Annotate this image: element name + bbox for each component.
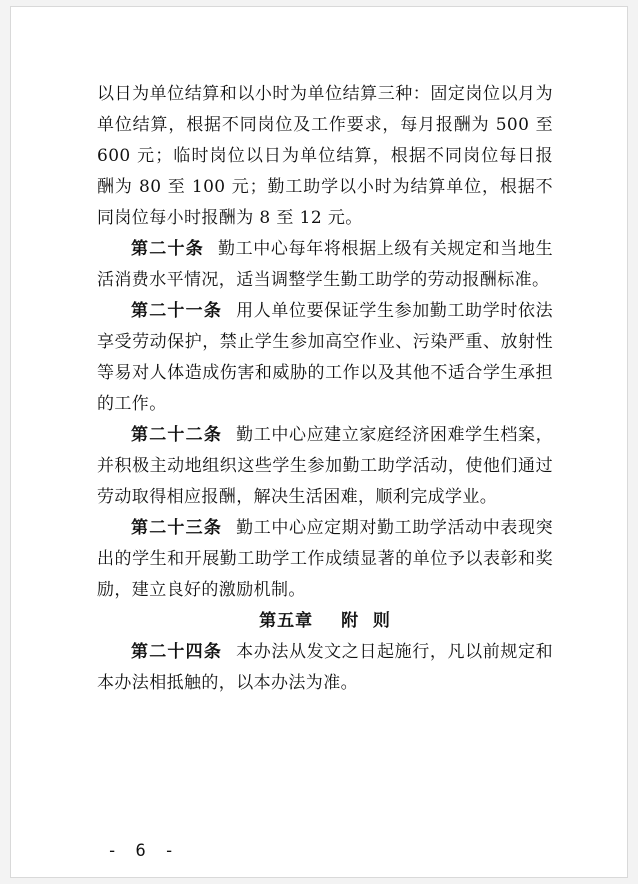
article-text: 用人单位要保证学生参加勤工助学时依法享受劳动保护，禁止学生参加高空作业、污染严重、放射性等易对人体造成伤害和威胁的工作以及其他不适合学生承担的工作。 bbox=[97, 301, 553, 414]
chapter-heading bbox=[97, 606, 553, 637]
article-21 bbox=[97, 296, 553, 420]
article-number: 第二十四条 bbox=[131, 642, 223, 662]
article-22 bbox=[97, 420, 553, 513]
chapter-number: 第五章 bbox=[259, 611, 314, 631]
article-text: 勤工中心每年将根据上级有关规定和当地生活消费水平情况，适当调整学生勤工助学的劳动报酬标准。 bbox=[97, 239, 553, 290]
article-number: 第二十一条 bbox=[131, 301, 223, 321]
article-number: 第二十三条 bbox=[131, 518, 223, 538]
article-text: 勤工中心应建立家庭经济困难学生档案，并积极主动地组织这些学生参加勤工助学活动，使他们通过劳动取得相应报酬，解决生活困难，顺利完成学业。 bbox=[97, 425, 553, 507]
article-text: 本办法从发文之日起施行，凡以前规定和本办法相抵触的，以本办法为准。 bbox=[97, 642, 553, 693]
article-number: 第二十条 bbox=[131, 239, 204, 259]
article-text: 勤工中心应定期对勤工助学活动中表现突出的学生和开展勤工助学工作成绩显著的单位予以表彰和奖励，建立良好的激励机制。 bbox=[97, 518, 553, 600]
paragraph-text: 以日为单位结算和以小时为单位结算三种：固定岗位以月为单位结算，根据不同岗位及工作要求，每月报酬为 500 至 600 元；临时岗位以日为单位结算，根据不同岗位每日报酬为 80 至 100 元；勤工助学以小时为结算单位，根据不同岗位每小时报酬为 8 至 12 元。 bbox=[97, 84, 553, 228]
document-page bbox=[10, 6, 628, 878]
article-20 bbox=[97, 234, 553, 296]
article-23 bbox=[97, 513, 553, 606]
article-number: 第二十二条 bbox=[131, 425, 223, 445]
page-number: - 6 - bbox=[107, 841, 179, 861]
article-24 bbox=[97, 637, 553, 699]
chapter-title: 附 则 bbox=[341, 611, 391, 631]
paragraph-continuation bbox=[97, 79, 553, 234]
document-body bbox=[97, 79, 553, 699]
